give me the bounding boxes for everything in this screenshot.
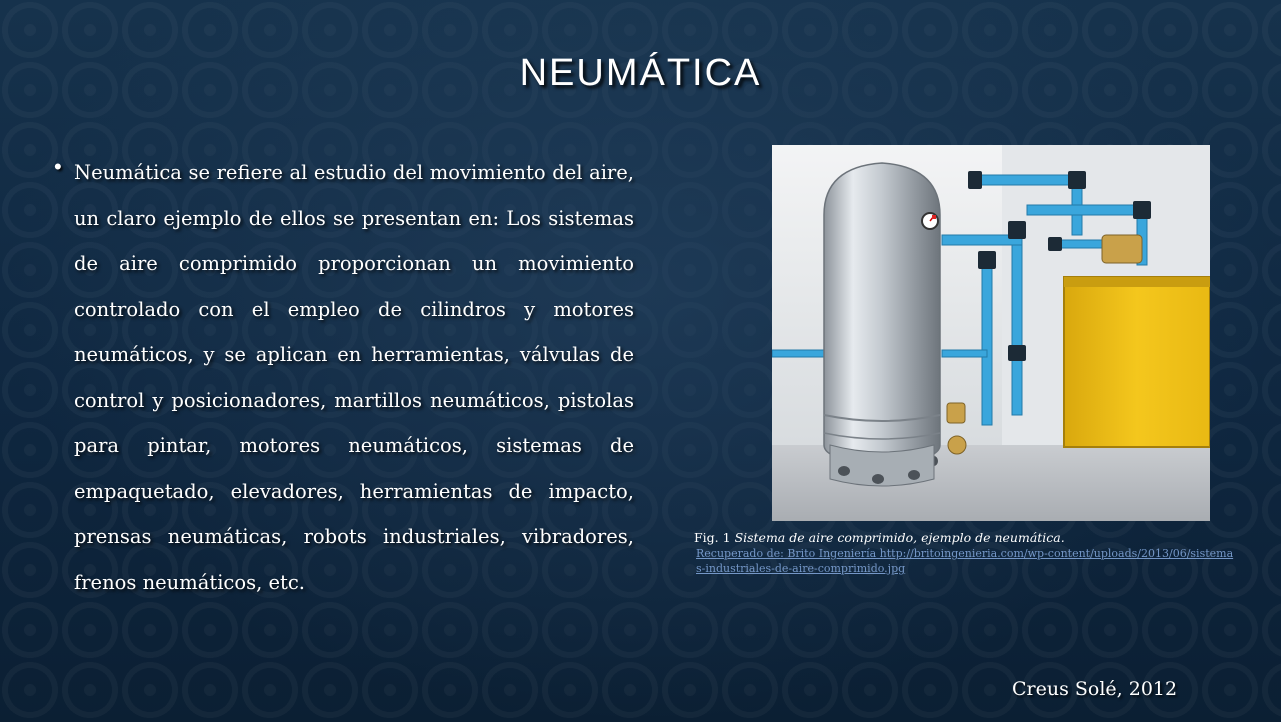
bullet-paragraph: Neumática se refiere al estudio del movimiento del aire, un claro ejemplo de ellos se presentan en: Los sistemas de aire comprimido proporcionan un movimiento controlado con el empleo de cilindros y motores neumáticos, y se aplican en herramientas, válvulas de control y posicionadores, martillos neumáticos, pistolas para pintar, motores neumáticos, sistemas de empaquetado, elevadores, herramientas de impacto, prensas neumáticas, robots industriales, vibradores, frenos neumáticos, etc. — [74, 161, 634, 594]
figure-label: Fig. 1 — [694, 530, 731, 545]
bullet-list — [54, 150, 634, 625]
figure-description: Sistema de aire comprimido, ejemplo de neumática. — [734, 530, 1065, 545]
figure-caption — [694, 530, 1234, 576]
slide-title: NEUMÁTICA — [519, 52, 762, 94]
figure-source-link[interactable]: Recuperado de: Brito Ingeniería http://britoingenieria.com/wp-content/uploads/2013/06/sistemas-industriales-de-aire-comprimido.jpg — [696, 547, 1234, 575]
author-credit: Creus Solé, 2012 — [1012, 678, 1178, 700]
figure-caption-text — [694, 530, 1234, 546]
bullet-marker: • — [54, 154, 62, 179]
compressed-air-system-photo — [772, 145, 1210, 521]
